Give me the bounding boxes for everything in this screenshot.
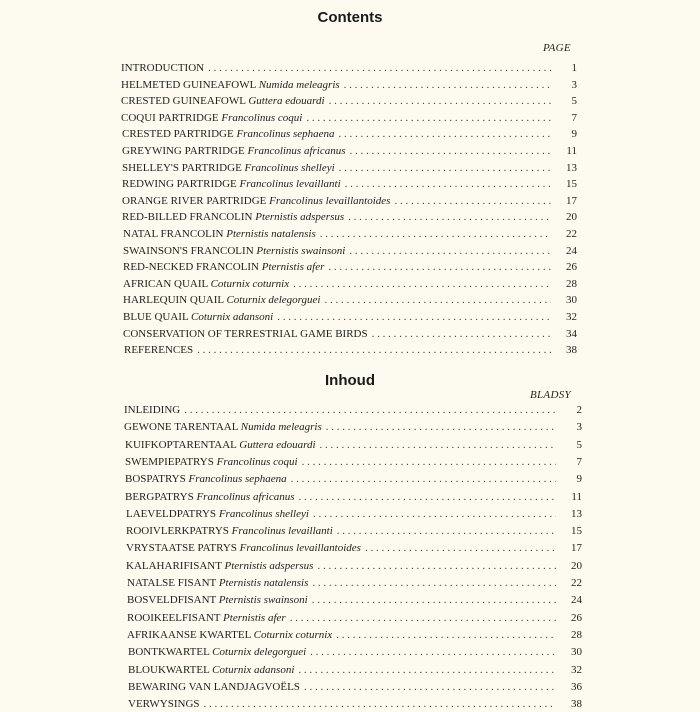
toc-entry-name: CONSERVATION OF TERRESTRIAL GAME BIRDS (123, 327, 368, 340)
leader-dots (336, 628, 556, 643)
leader-dots (348, 210, 551, 225)
leader-dots (184, 403, 556, 418)
toc-entry-title (122, 127, 335, 142)
toc-entry-scientific-name: Francolinus shelleyi (244, 161, 335, 174)
toc-entry (123, 260, 577, 275)
leader-dots (345, 177, 551, 192)
toc-entry-page: 24 (566, 244, 577, 257)
toc-entry-page: 26 (571, 611, 582, 624)
leader-dots (291, 472, 556, 487)
toc-entry (122, 127, 577, 142)
toc-entry-title (122, 194, 390, 209)
toc-entry-name: GEWONE TARENTAAL (124, 421, 241, 434)
leader-dots (298, 663, 556, 678)
toc-entry-title (123, 327, 368, 342)
leader-dots (299, 490, 556, 505)
toc-entry-scientific-name: Francolinus sephaena (236, 128, 335, 141)
toc-entry (125, 472, 582, 487)
toc-entry-scientific-name: Francolinus sephaena (188, 473, 287, 486)
toc-entry-title (121, 78, 340, 93)
toc-entry-name: BOSVELDFISANT (127, 594, 219, 607)
leader-dots (328, 260, 551, 275)
toc-entry (122, 177, 577, 192)
toc-entry-page: 11 (566, 145, 577, 157)
toc-entry-name: ORANGE RIVER PARTRIDGE (122, 194, 270, 207)
leader-dots (306, 111, 551, 126)
toc-entry-name: AFRIKAANSE KWARTEL (127, 628, 254, 641)
toc-entry-name: NATAL FRANCOLIN (123, 228, 227, 240)
toc-entry-title (126, 524, 333, 539)
toc-entry-scientific-name: Francolinus coqui (216, 455, 298, 468)
toc-entry (124, 403, 582, 418)
toc-entry-name: BLUE QUAIL (123, 311, 192, 323)
leader-dots (320, 438, 556, 453)
toc-entry-page: 26 (566, 261, 577, 274)
leader-dots (312, 576, 556, 591)
toc-entry-title (122, 210, 344, 225)
toc-entry-scientific-name: Pternistis natalensis (226, 228, 316, 240)
toc-entry-title (123, 260, 324, 275)
toc-entry-page: 32 (566, 311, 577, 323)
toc-entry (125, 490, 582, 505)
toc-entry-page: 17 (571, 542, 582, 555)
toc-entry-title (128, 663, 294, 678)
toc-entry-scientific-name: Pternistis natalensis (218, 577, 309, 589)
toc-entry-page: 24 (571, 594, 582, 607)
leader-dots (350, 144, 551, 159)
toc-entry (123, 277, 577, 292)
leader-dots (329, 94, 551, 109)
toc-entry-title (123, 310, 273, 325)
toc-entry-page: 13 (566, 161, 577, 174)
toc-entry-page: 15 (566, 178, 577, 191)
toc-entry-page: 38 (566, 344, 577, 357)
toc-entry-title (128, 645, 306, 660)
toc-entry-scientific-name: Numida meleagris (240, 421, 322, 434)
toc-entry-title (123, 227, 316, 242)
toc-entry-scientific-name: Francolinus levaillantoides (269, 194, 391, 207)
toc-entry-scientific-name: Coturnix coturnix (253, 628, 333, 641)
toc-entry-page: 9 (576, 473, 582, 486)
leader-dots (365, 541, 556, 556)
toc-entry-name: RED-BILLED FRANCOLIN (122, 211, 256, 224)
toc-entry-name: ROOIKEELFISANT (127, 611, 224, 624)
toc-entry-title (127, 576, 308, 591)
toc-entry-scientific-name: Francolinus levaillanti (231, 525, 333, 538)
leader-dots (349, 244, 551, 259)
toc-entry-page: 5 (571, 95, 577, 108)
toc-entry (125, 438, 582, 453)
toc-entry-title (122, 177, 341, 192)
toc-entry-title (124, 343, 193, 358)
toc-entry-page: 20 (571, 559, 582, 572)
toc-entry-title (125, 455, 298, 470)
toc-entry (123, 310, 577, 325)
toc-entry (121, 61, 577, 76)
toc-entry-page: 7 (571, 111, 577, 124)
toc-entry-scientific-name: Francolinus shelleyi (218, 507, 309, 520)
leader-dots (339, 161, 551, 176)
toc-entry-page: 30 (566, 294, 577, 307)
toc-entry-page: 13 (571, 507, 582, 520)
toc-entry (126, 507, 582, 522)
toc-entry (123, 244, 577, 259)
toc-entry-title (121, 111, 302, 126)
toc-entry-name: LAEVELDPATRYS (126, 507, 219, 520)
toc-entry-name: COQUI PARTRIDGE (121, 111, 222, 124)
leader-dots (208, 61, 551, 76)
toc-entry-scientific-name: Pternistis swainsoni (256, 244, 346, 257)
toc-entry-title (123, 277, 289, 292)
toc-entry (122, 161, 577, 176)
leader-dots (313, 507, 556, 522)
toc-entry-scientific-name: Pternistis swainsoni (218, 594, 308, 607)
toc-entry-title (127, 593, 308, 608)
toc-entry-page: 2 (576, 404, 582, 416)
leader-dots (339, 127, 551, 142)
leader-dots (394, 194, 551, 209)
toc-entry-page: 9 (571, 128, 577, 141)
toc-entry-title (128, 697, 200, 712)
toc-entry-title (126, 507, 309, 522)
toc-entry (123, 227, 577, 242)
toc-entry (128, 680, 582, 695)
toc-entry (126, 559, 582, 574)
toc-entry (121, 78, 577, 93)
toc-entry (122, 144, 577, 159)
toc-entry-scientific-name: Numida meleagris (258, 78, 340, 91)
toc-entry-title (124, 420, 322, 435)
toc-entry-name: BEWARING VAN LANDJAGVOËLS (128, 680, 300, 693)
leader-dots (302, 455, 556, 470)
toc-entry-name: SHELLEY'S PARTRIDGE (122, 161, 245, 174)
toc-entry-scientific-name: Pternistis afer (261, 261, 325, 274)
toc-entry-name: VRYSTAATSE PATRYS (126, 542, 240, 555)
contents-page-label: PAGE (543, 42, 571, 54)
leader-dots (317, 559, 556, 574)
toc-entry (122, 194, 577, 209)
toc-entry-name: RED-NECKED FRANCOLIN (123, 261, 262, 274)
toc-entry-page: 32 (571, 663, 582, 676)
toc-entry-scientific-name: Coturnix delegorguei (212, 646, 307, 659)
toc-entry-title (124, 403, 180, 418)
toc-entry-page: 30 (571, 646, 582, 659)
toc-entry-page: 38 (571, 698, 582, 711)
toc-entry-name: CRESTED PARTRIDGE (122, 128, 237, 141)
toc-entry-scientific-name: Pternistis adspersus (224, 559, 314, 572)
toc-entry-title (122, 161, 335, 176)
toc-entry-name: HARLEQUIN QUAIL (123, 294, 227, 307)
toc-entry-page: 7 (576, 455, 582, 468)
toc-entry-name: HELMETED GUINEAFOWL (121, 78, 259, 91)
toc-entry-page: 28 (571, 628, 582, 641)
toc-entry-name: AFRICAN QUAIL (123, 277, 211, 290)
toc-entry-name: INLEIDING (124, 404, 181, 416)
toc-entry-name: NATALSE FISANT (127, 577, 219, 589)
leader-dots (337, 524, 556, 539)
toc-entry (127, 576, 582, 591)
toc-entry-name: SWAINSON'S FRANCOLIN (123, 244, 257, 257)
leader-dots (320, 227, 551, 242)
toc-entry-title (122, 144, 346, 159)
toc-entry-name: VERWYSINGS (128, 698, 200, 711)
toc-entry-scientific-name: Guttera edouardi (239, 438, 316, 451)
toc-entry-name: SWEMPIEPATRYS (125, 455, 217, 468)
toc-entry-page: 22 (566, 228, 577, 240)
toc-entry-page: 5 (576, 438, 582, 451)
toc-entry-name: INTRODUCTION (121, 62, 205, 74)
toc-entry-name: CRESTED GUINEAFOWL (121, 95, 249, 108)
toc-entry-page: 17 (566, 194, 577, 207)
toc-entry-page: 36 (571, 680, 582, 693)
toc-entry-title (126, 559, 313, 574)
toc-entry-scientific-name: Coturnix coturnix (210, 277, 290, 290)
toc-entry-scientific-name: Francolinus levaillantoides (239, 542, 361, 555)
toc-entry-page: 3 (576, 421, 582, 434)
toc-entry-title (123, 244, 345, 259)
inhoud-page-label: BLADSY (530, 389, 571, 401)
toc-entry (127, 611, 582, 626)
toc-entry (121, 94, 577, 109)
toc-entry-page: 22 (571, 577, 582, 589)
toc-entry-scientific-name: Coturnix delegorguei (226, 294, 321, 307)
leader-dots (290, 611, 556, 626)
toc-entry (123, 327, 577, 342)
toc-entry-page: 3 (571, 78, 577, 91)
toc-entry-scientific-name: Coturnix adansoni (191, 311, 274, 323)
toc-entry-page: 20 (566, 211, 577, 224)
toc-entry-name: REDWING PARTRIDGE (122, 178, 240, 191)
toc-entry (128, 663, 582, 678)
leader-dots (324, 293, 551, 308)
toc-entry-name: REFERENCES (124, 344, 194, 357)
toc-entry-title (127, 628, 332, 643)
toc-entry-name: KALAHARIFISANT (126, 559, 225, 572)
toc-entry-scientific-name: Pternistis adspersus (255, 211, 345, 224)
toc-entry-scientific-name: Francolinus africanus (247, 145, 346, 157)
toc-entry (127, 593, 582, 608)
toc-entry (126, 541, 582, 556)
toc-entry (126, 524, 582, 539)
toc-entry-title (127, 611, 286, 626)
leader-dots (204, 697, 556, 712)
toc-entry (128, 645, 582, 660)
toc-entry-name: BOSPATRYS (125, 473, 189, 486)
leader-dots (197, 343, 551, 358)
toc-entry-page: 11 (571, 490, 582, 503)
toc-entry-scientific-name: Francolinus africanus (196, 490, 295, 503)
contents-heading: Contents (317, 9, 383, 26)
leader-dots (344, 78, 551, 93)
toc-entry (127, 628, 582, 643)
inhoud-heading: Inhoud (325, 372, 375, 389)
leader-dots (326, 420, 556, 435)
toc-entry-scientific-name: Coturnix adansoni (212, 663, 295, 676)
toc-entry (128, 697, 582, 712)
leader-dots (310, 645, 556, 660)
leader-dots (304, 680, 556, 695)
toc-entry-title (121, 94, 325, 109)
toc-entry-name: BONTKWARTEL (128, 646, 213, 659)
toc-entry (124, 420, 582, 435)
toc-entry-page: 34 (566, 327, 577, 340)
toc-entry-title (123, 293, 320, 308)
toc-entry (124, 343, 577, 358)
leader-dots (277, 310, 551, 325)
toc-entry-title (128, 680, 300, 695)
toc-entry-scientific-name: Francolinus levaillanti (239, 178, 341, 191)
toc-entry (122, 210, 577, 225)
toc-entry-name: BLOUKWARTEL (128, 663, 213, 676)
toc-entry-page: 28 (566, 277, 577, 290)
toc-entry-title (125, 472, 287, 487)
toc-entry-name: ROOIVLERKPATRYS (126, 525, 232, 538)
leader-dots (312, 593, 556, 608)
toc-entry-page: 1 (571, 62, 577, 74)
toc-entry-scientific-name: Guttera edouardi (248, 95, 325, 108)
toc-entry-name: BERGPATRYS (125, 490, 197, 503)
leader-dots (372, 327, 551, 342)
toc-entry-page: 15 (571, 525, 582, 538)
leader-dots (293, 277, 551, 292)
toc-entry-title (126, 541, 361, 556)
toc-entry (121, 111, 577, 126)
toc-entry-title (125, 438, 316, 453)
toc-entry-title (125, 490, 295, 505)
toc-entry-scientific-name: Francolinus coqui (221, 111, 303, 124)
toc-entry-title (121, 61, 204, 76)
toc-entry (125, 455, 582, 470)
toc-entry-name: GREYWING PARTRIDGE (122, 145, 248, 157)
toc-entry-name: KUIFKOPTARENTAAL (125, 438, 240, 451)
toc-entry (123, 293, 577, 308)
toc-entry-scientific-name: Pternistis afer (223, 611, 286, 624)
